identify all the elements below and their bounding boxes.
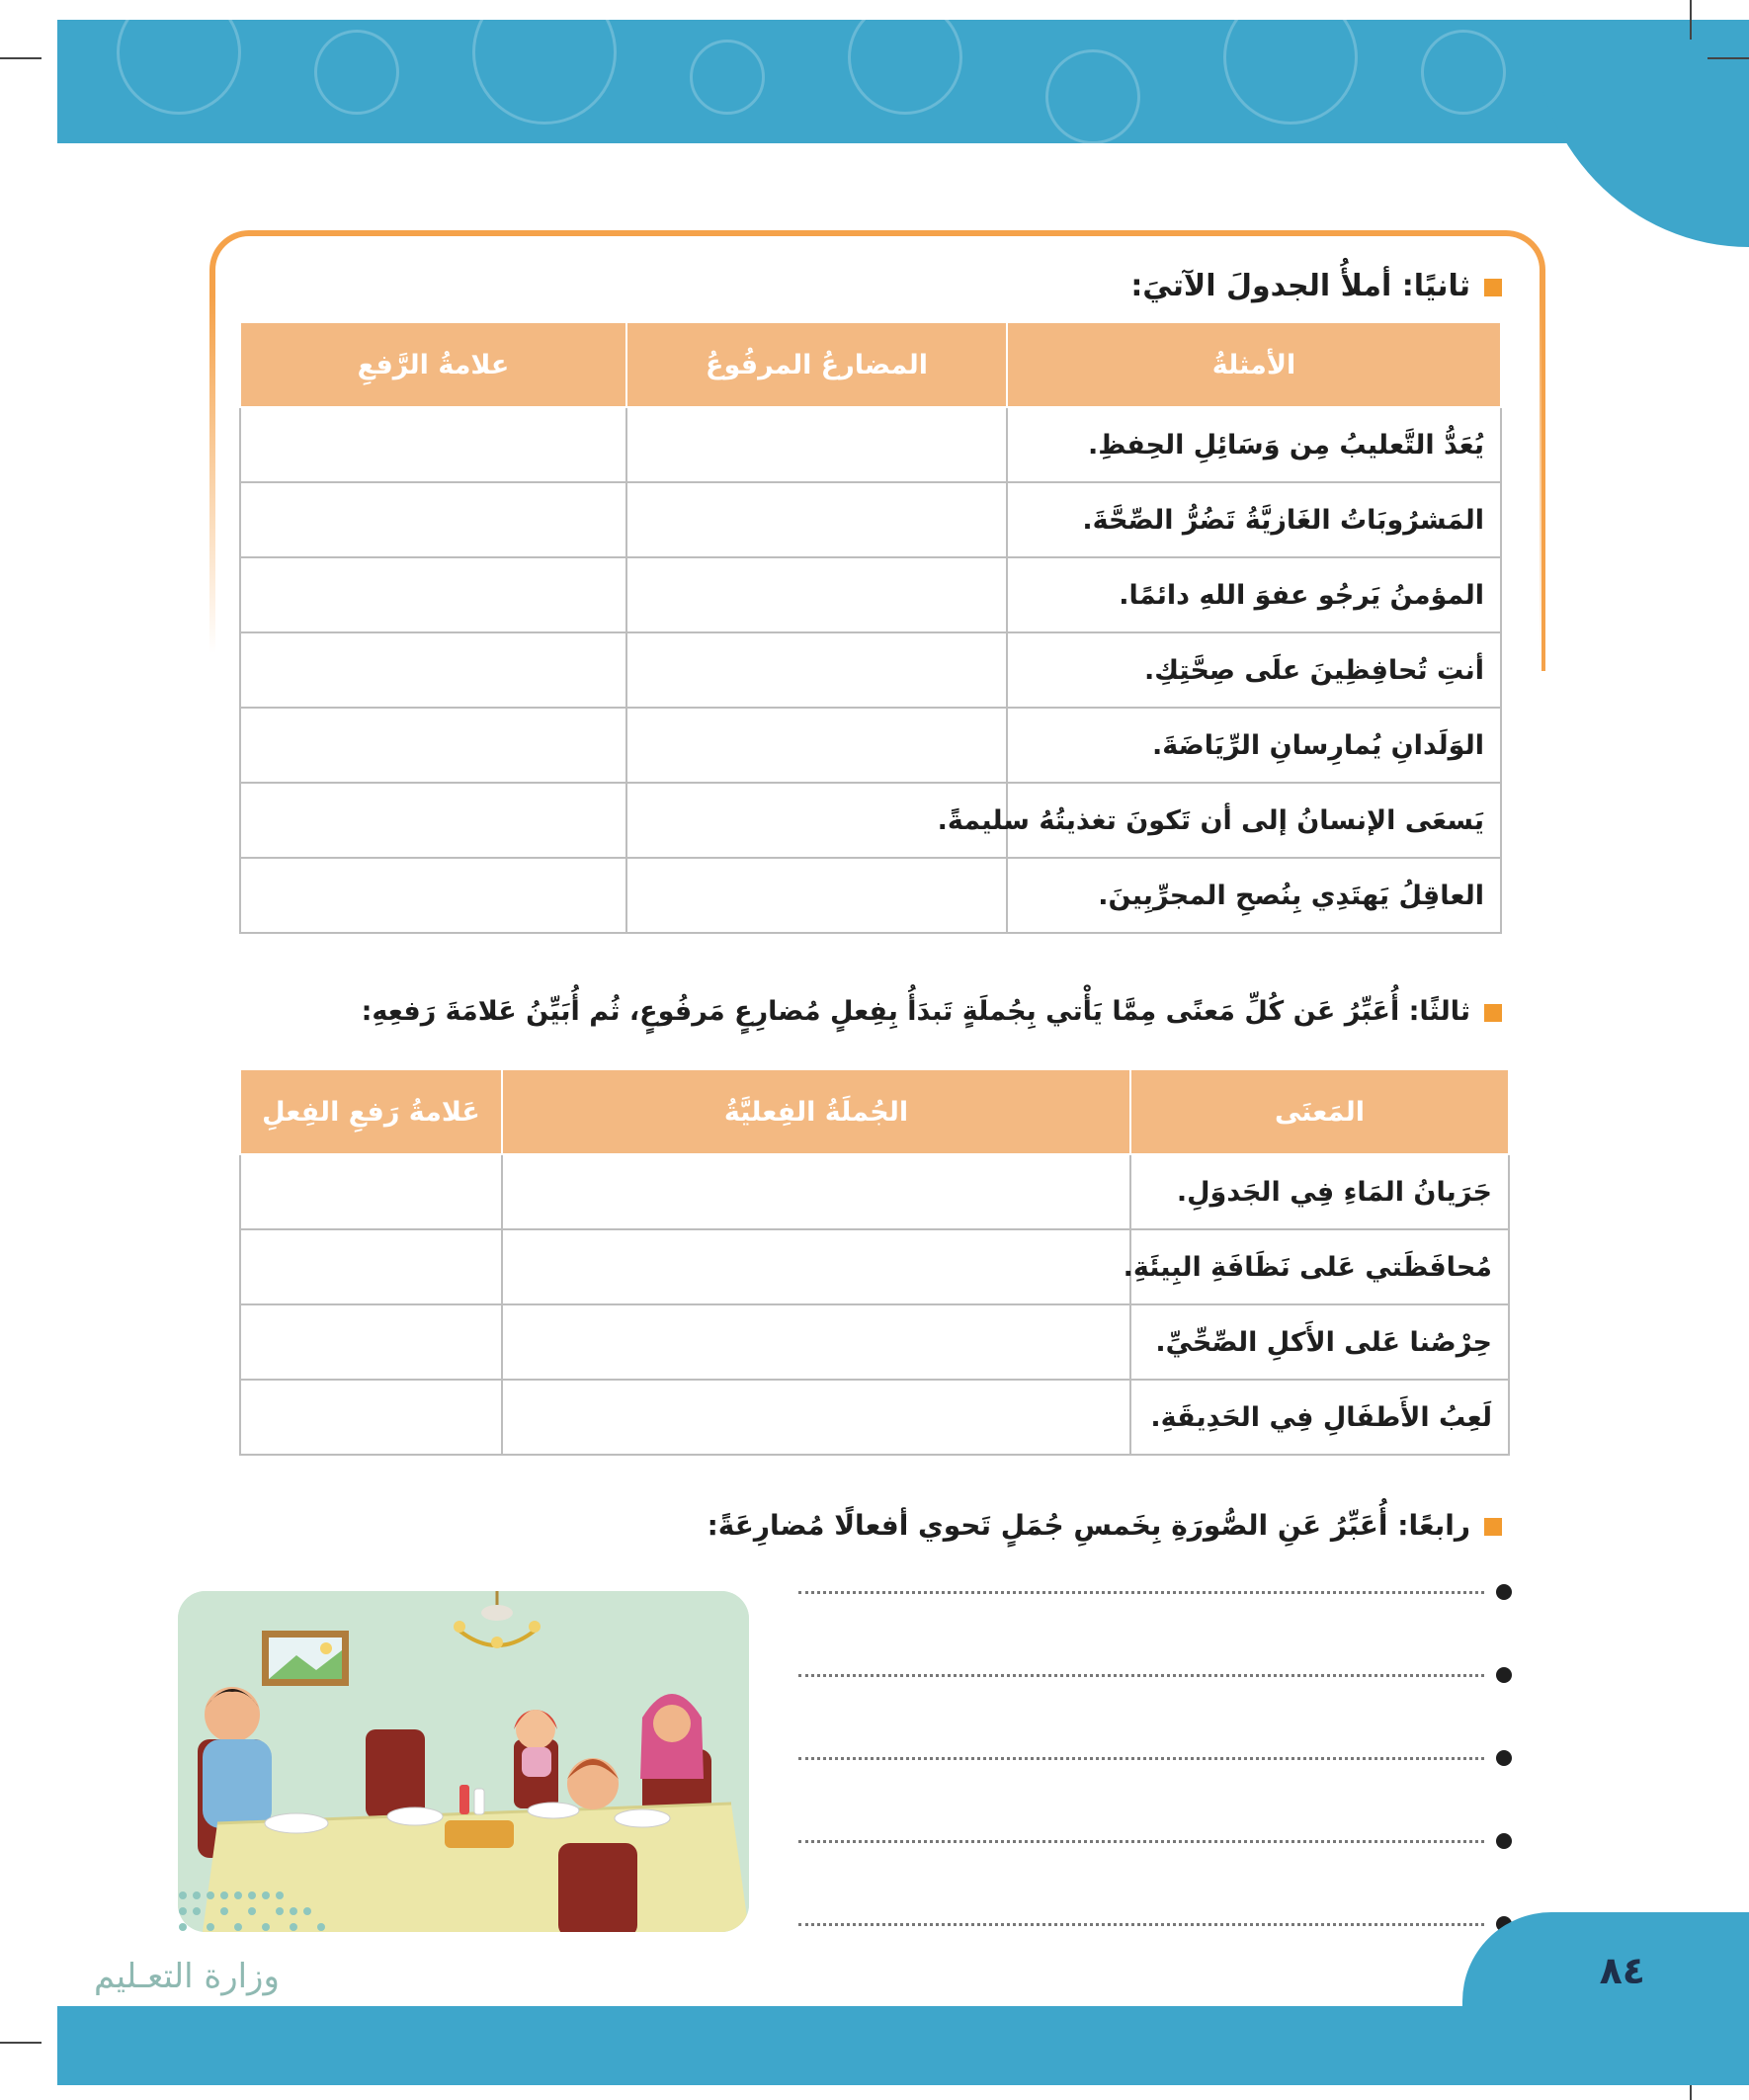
writing-line[interactable] (791, 1742, 1512, 1825)
crop-mark (0, 57, 42, 59)
bullet-dot-icon (1496, 1750, 1512, 1766)
table-row (240, 632, 1501, 708)
table-row (240, 783, 1501, 858)
ministry-logo-text: وزارة التعـليم (94, 1957, 280, 1996)
example-cell: يُعَدُّ التَّعليبُ مِن وَسَائِلِ الحِفظِ. (1007, 407, 1501, 482)
answer-cell[interactable] (626, 858, 1007, 933)
writing-lines (791, 1576, 1512, 1991)
square-bullet-icon (1484, 279, 1502, 296)
decorative-pattern (57, 20, 1749, 143)
header-banner (57, 20, 1749, 143)
crop-mark (1690, 0, 1692, 40)
answer-cell[interactable] (240, 407, 626, 482)
answer-cell[interactable] (240, 708, 626, 783)
answer-cell[interactable] (240, 632, 626, 708)
table-three (239, 1068, 1510, 1456)
page-number: ٨٤ (1599, 1949, 1645, 1992)
bullet-dot-icon (1496, 1833, 1512, 1849)
answer-cell[interactable] (626, 407, 1007, 482)
table-row (240, 1380, 1509, 1455)
table-row (240, 858, 1501, 933)
crop-mark (1707, 57, 1749, 59)
frame-fade (204, 296, 217, 672)
meaning-cell: جَرَيانُ المَاءِ فِي الجَدوَلِ. (1130, 1154, 1509, 1229)
table-row (240, 708, 1501, 783)
table-row (240, 1154, 1509, 1229)
answer-cell[interactable] (626, 482, 1007, 557)
writing-line[interactable] (791, 1908, 1512, 1991)
answer-cell[interactable] (502, 1154, 1130, 1229)
answer-cell[interactable] (240, 1154, 502, 1229)
bullet-dot-icon (1496, 1584, 1512, 1600)
answer-cell[interactable] (240, 557, 626, 632)
example-cell: المَشرُوبَاتُ الغَازيَّةُ تَضُرُّ الصِّحَّةَ. (1007, 482, 1501, 557)
square-bullet-icon (1484, 1518, 1502, 1536)
table-row (240, 1229, 1509, 1304)
column-header-mark: عَلامةُ رَفعِ الفِعلِ (240, 1069, 502, 1154)
answer-cell[interactable] (240, 783, 626, 858)
meaning-cell: لَعِبُ الأَطفَالِ فِي الحَدِيقَةِ. (1130, 1380, 1509, 1455)
column-header-verb: المضارعُ المرفُوعُ (626, 322, 1007, 407)
writing-line[interactable] (791, 1659, 1512, 1742)
answer-cell[interactable] (240, 858, 626, 933)
column-header-meaning: المَعنَى (1130, 1069, 1509, 1154)
table-row (240, 482, 1501, 557)
square-bullet-icon (1484, 1004, 1502, 1022)
example-cell: أنتِ تُحافِظِينَ علَى صِحَّتِكِ. (1007, 632, 1501, 708)
column-header-sentence: الجُملَةُ الفِعليَّةُ (502, 1069, 1130, 1154)
section-two-heading: ثانيًا: أملأُ الجدولَ الآتيَ: (1130, 269, 1502, 303)
bullet-dot-icon (1496, 1667, 1512, 1683)
family-dinner-illustration (178, 1591, 749, 1932)
section-three-heading: ثالثًا: أُعَبِّرُ عَن كُلِّ مَعنًى مِمَّا يَأْتي بِجُملَةٍ تَبدَأُ بِفِعلٍ مُضارِعٍ مَرفُوعٍ، ثُم أُبَيِّنُ عَلامَةَ رَفعِهِ: (362, 996, 1502, 1027)
example-cell: يَسعَى الإنسانُ إلى أن تَكونَ تغذيتُهُ سليمةً. (1007, 783, 1501, 858)
writing-line[interactable] (791, 1576, 1512, 1659)
meaning-cell: حِرْصُنا عَلى الأَكلِ الصِّحِّيِّ. (1130, 1304, 1509, 1380)
answer-cell[interactable] (502, 1304, 1130, 1380)
answer-cell[interactable] (240, 482, 626, 557)
header-curve (1532, 20, 1749, 247)
answer-cell[interactable] (240, 1304, 502, 1380)
meaning-cell: مُحافَظَتي عَلى نَظَافَةِ البِيئَةِ. (1130, 1229, 1509, 1304)
ministry-logo-icon (173, 1886, 361, 1945)
answer-cell[interactable] (502, 1229, 1130, 1304)
writing-line[interactable] (791, 1825, 1512, 1908)
column-header-examples: الأمثلةُ (1007, 322, 1501, 407)
crop-mark (0, 2042, 42, 2044)
answer-cell[interactable] (626, 632, 1007, 708)
answer-cell[interactable] (240, 1380, 502, 1455)
answer-cell[interactable] (240, 1229, 502, 1304)
answer-cell[interactable] (626, 557, 1007, 632)
table-row (240, 1304, 1509, 1380)
answer-cell[interactable] (502, 1380, 1130, 1455)
table-two (239, 321, 1502, 934)
frame-fade (1522, 296, 1541, 672)
column-header-mark: علامةُ الرَّفعِ (240, 322, 626, 407)
answer-cell[interactable] (626, 708, 1007, 783)
example-cell: المؤمنُ يَرجُو عفوَ اللهِ دائمًا. (1007, 557, 1501, 632)
example-cell: الوَلَدانِ يُمارِسانِ الرِّيَاضَةَ. (1007, 708, 1501, 783)
section-four-heading: رابعًا: أُعَبِّرُ عَنِ الصُّورَةِ بِخَمسِ جُمَلٍ تَحوي أفعالًا مُضارِعَةً: (708, 1509, 1502, 1542)
table-row (240, 407, 1501, 482)
example-cell: العاقِلُ يَهتَدِي بِنُصحِ المجرِّبِينَ. (1007, 858, 1501, 933)
table-row (240, 557, 1501, 632)
